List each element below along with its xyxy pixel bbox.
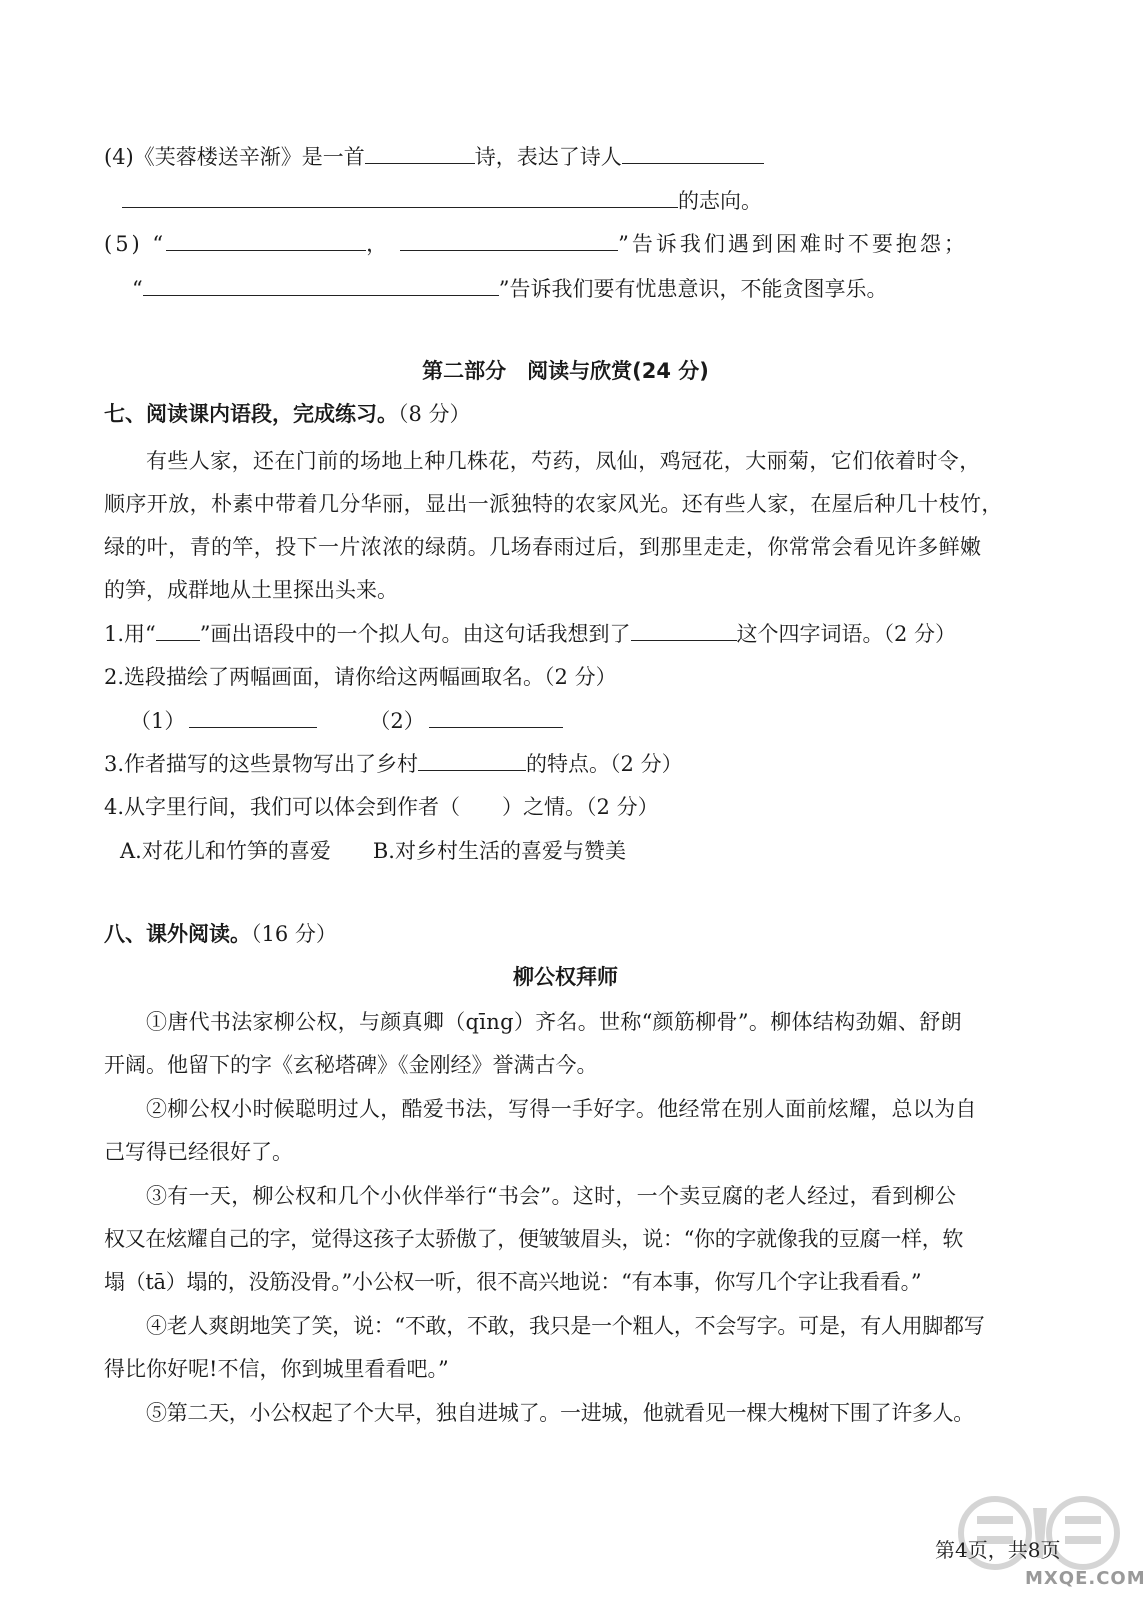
section-7-heading-text: 七、阅读课内语段，完成练习。 <box>104 402 398 426</box>
question-7-3 <box>104 750 683 778</box>
question-7-2-options <box>130 707 563 735</box>
question-5-open2: “ <box>132 277 143 301</box>
story-line: 塌（tā）塌的，没筋没骨。”小公权一听，很不高兴地说：“有本事，你写几个字让我看看。” <box>104 1270 922 1294</box>
passage-line: 顺序开放，朴素中带着几分华丽，显出一派独特的农家风光。还有些人家，在屋后种几十枝竹， <box>104 492 1003 516</box>
story-line: ②柳公权小时候聪明过人，酷爱书法，写得一手好字。他经常在别人面前炫耀，总以为自 <box>146 1097 977 1121</box>
question-7-2: 2.选段描绘了两幅画面，请你给这两幅画取名。（2 分） <box>104 665 617 689</box>
story-line: ④老人爽朗地笑了笑，说：“不敢，不敢，我只是一个粗人，不会写字。可是，有人用脚都写 <box>146 1314 985 1338</box>
q7-1-a: 1.用“ <box>104 622 156 646</box>
answer-blank[interactable] <box>189 707 317 728</box>
section-8-score: （16 分） <box>251 922 337 946</box>
question-5-close2: ”告诉我们要有忧患意识，不能贪图享乐。 <box>498 277 888 301</box>
story-line: 己写得已经很好了。 <box>104 1140 293 1164</box>
q7-3-a: 3.作者描写的这些景物写出了乡村 <box>104 752 419 776</box>
q7-4-option-a[interactable]: A.对花儿和竹笋的喜爱 <box>120 839 331 863</box>
watermark-text: MXQE.COM <box>1025 1568 1146 1589</box>
answer-blank[interactable] <box>622 143 764 164</box>
answer-blank[interactable] <box>122 187 678 208</box>
question-4-prefix: (4)《芙蓉楼送辛渐》是一首 <box>104 145 365 169</box>
story-line: 得比你好呢!不信，你到城里看看吧。” <box>104 1357 449 1381</box>
passage-line: 有些人家，还在门前的场地上种几株花，芍药，凤仙，鸡冠花，大丽菊，它们依着时令， <box>146 449 981 473</box>
answer-blank[interactable] <box>429 707 563 728</box>
answer-blank[interactable] <box>143 275 499 296</box>
story-title: 柳公权拜师 <box>513 965 618 989</box>
story-line: ③有一天，柳公权和几个小伙伴举行“书会”。这时，一个卖豆腐的老人经过，看到柳公 <box>146 1184 957 1208</box>
question-4-line <box>104 143 764 171</box>
answer-blank[interactable] <box>631 620 737 641</box>
question-5-line <box>104 230 968 258</box>
story-line: ⑤第二天，小公权起了个大早，独自进城了。一进城，他就看见一棵大槐树下围了许多人。 <box>146 1401 974 1425</box>
section-7-heading <box>104 400 471 428</box>
answer-blank[interactable] <box>166 230 366 251</box>
section-8-heading-text: 八、课外阅读。 <box>104 922 251 946</box>
story-line: ①唐代书法家柳公权，与颜真卿（qīng）齐名。世称“颜筋柳骨”。柳体结构劲媚、舒朗 <box>146 1010 962 1034</box>
answer-blank[interactable] <box>400 230 618 251</box>
story-line: 开阔。他留下的字《玄秘塔碑》《金刚经》誉满古今。 <box>104 1053 598 1077</box>
question-4-line-2 <box>122 187 762 215</box>
q7-3-b: 的特点。（2 分） <box>526 752 683 776</box>
story-line: 权又在炫耀自己的字，觉得这孩子太骄傲了，便皱皱眉头，说：“你的字就像我的豆腐一样，软 <box>104 1227 964 1251</box>
question-7-4-options <box>120 837 626 865</box>
section-8-heading <box>104 920 337 948</box>
q7-1-c: 这个四字词语。（2 分） <box>736 622 957 646</box>
question-5-comma: ， <box>366 232 391 256</box>
question-4-end: 的志向。 <box>678 189 762 213</box>
answer-blank[interactable] <box>365 143 475 164</box>
answer-blank[interactable] <box>156 620 200 641</box>
question-5-close1: ”告诉我们遇到困难时不要抱怨； <box>618 232 968 256</box>
part-2-title: 第二部分 阅读与欣赏(24 分) <box>422 359 709 383</box>
question-5-line-2 <box>132 275 887 303</box>
page-number: 第4页，共8页 <box>935 1538 1061 1562</box>
passage-line: 绿的叶，青的竿，投下一片浓浓的绿荫。几场春雨过后，到那里走走，你常常会看见许多鲜嫩 <box>104 535 982 559</box>
q7-1-b: ”画出语段中的一个拟人句。由这句话我想到了 <box>199 622 631 646</box>
answer-blank[interactable] <box>418 750 526 771</box>
section-7-score: （8 分） <box>398 402 471 426</box>
q7-4-option-b[interactable]: B.对乡村生活的喜爱与赞美 <box>372 839 626 863</box>
question-7-4: 4.从字里行间，我们可以体会到作者（ ）之情。（2 分） <box>104 795 659 819</box>
question-5-prefix: (5) “ <box>104 232 167 256</box>
passage-line: 的笋，成群地从土里探出头来。 <box>104 578 398 602</box>
q7-2-opt1-label: （1） <box>130 709 186 733</box>
q7-2-opt2-label: （2） <box>369 709 425 733</box>
question-4-mid: 诗，表达了诗人 <box>474 145 622 169</box>
question-7-1 <box>104 620 956 648</box>
